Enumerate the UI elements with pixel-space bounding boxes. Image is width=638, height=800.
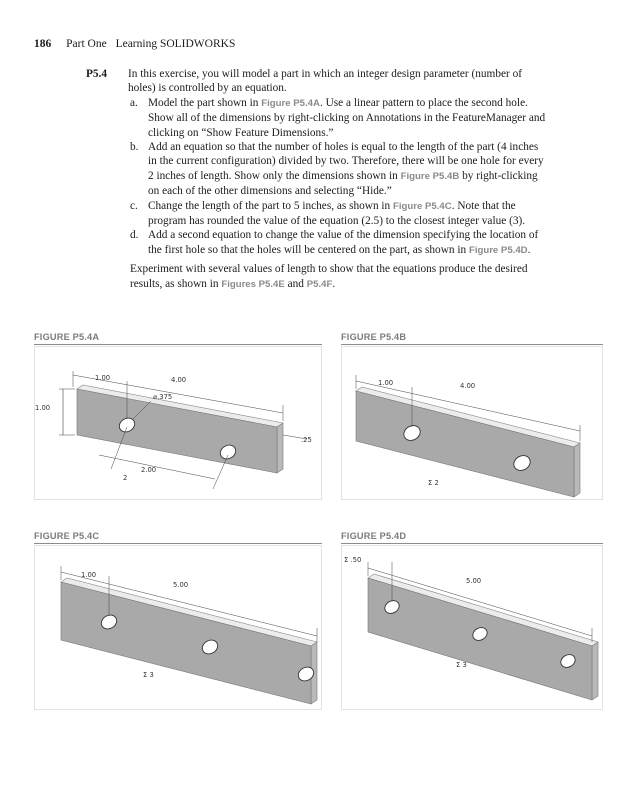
dim-first-hole: 1.00 [378,379,394,387]
page-number: 186 [34,38,52,50]
dim-first-hole: 1.00 [95,374,111,382]
step-label: a. [130,96,138,109]
dim-spacing: 2.00 [141,466,157,474]
figure-b-rule [341,344,603,345]
figure-reference: Figure P5.4C [393,200,452,212]
running-header [34,38,235,50]
figure-a-rule [34,344,322,345]
book-title: Learning SOLIDWORKS [115,38,236,50]
step-c: c. Change the length of the part to 5 inches, as shown in Figure P5.4C. Note that the program has rounded the value of the equation (2.5) to the closest integer value (3). [130,199,526,228]
dim-length: 4.00 [460,382,476,390]
figure-c-rule [34,543,322,544]
figure-d-rule [341,543,603,544]
problem-intro: In this exercise, you will model a part in which an integer design parameter (number of holes) is controlled by an equation. [128,68,523,95]
figure-reference: Figure P5.4A [261,97,320,109]
step-d: d. Add a second equation to change the value of the dimension specifying the location of the first hole so that the holes will be centered on the part, as shown in Figure P5.4D. [130,229,539,256]
dim-first-hole: 1.00 [81,571,97,579]
dim-first-hole: Σ .50 [344,556,362,564]
dim-length: 5.00 [173,581,189,589]
dim-length: 5.00 [466,577,482,585]
problem-p5-4 [86,67,546,292]
figure-b-drawing [341,346,603,500]
figure-c-title: FIGURE P5.4C [34,531,100,541]
figure-reference: Figure P5.4B [400,170,460,182]
figure-d-title: FIGURE P5.4D [341,531,407,541]
figure-a-drawing [34,346,322,500]
dim-thickness: .25 [301,436,312,444]
figure-d-drawing [341,545,603,710]
figure-reference: Figure P5.4D [468,244,528,256]
dim-hole-count: 2 [123,474,128,482]
figure-a-title: FIGURE P5.4A [34,332,100,342]
part-label: Part One [66,38,107,50]
dim-height: 1.00 [35,404,51,412]
figure-c-drawing [34,545,322,710]
dim-hole-count: Σ 3 [456,661,467,669]
problem-steps [86,96,546,258]
dim-hole-count: Σ 3 [143,671,154,679]
dim-length: 4.00 [171,376,187,384]
problem-closing: Experiment with several values of length to show that the equations produce the desired results, as shown in Figures P5.4E and P5.4F. [130,263,528,290]
figure-reference: Figures P5.4E [221,278,285,290]
dim-hole-count: Σ 2 [428,479,439,487]
figure-reference: P5.4F [306,278,333,290]
step-label: c. [130,199,138,212]
step-b: b. Add an equation so that the number of holes is equal to the length of the part (4 inches in the current configuration) divided by two. Therefore, there will be one hole for every 2 inches of length. Show only the dimensions shown in Figure P5.4B by right-clicking on each of the other dimensions and selecting “Hide.” [130,141,544,198]
dim-hole-diameter: ⌀.375 [153,393,173,401]
step-a: a. Model the part shown in Figure P5.4A. Use a linear pattern to place the second hole. Show all of the dimensions by right-clicking on Annotations in the FeatureManager and clicking on “Show Feature Dimensions.” [130,96,546,139]
problem-number: P5.4 [86,68,108,80]
step-label: d. [130,229,139,242]
step-label: b. [130,141,139,154]
figure-b-title: FIGURE P5.4B [341,332,407,342]
